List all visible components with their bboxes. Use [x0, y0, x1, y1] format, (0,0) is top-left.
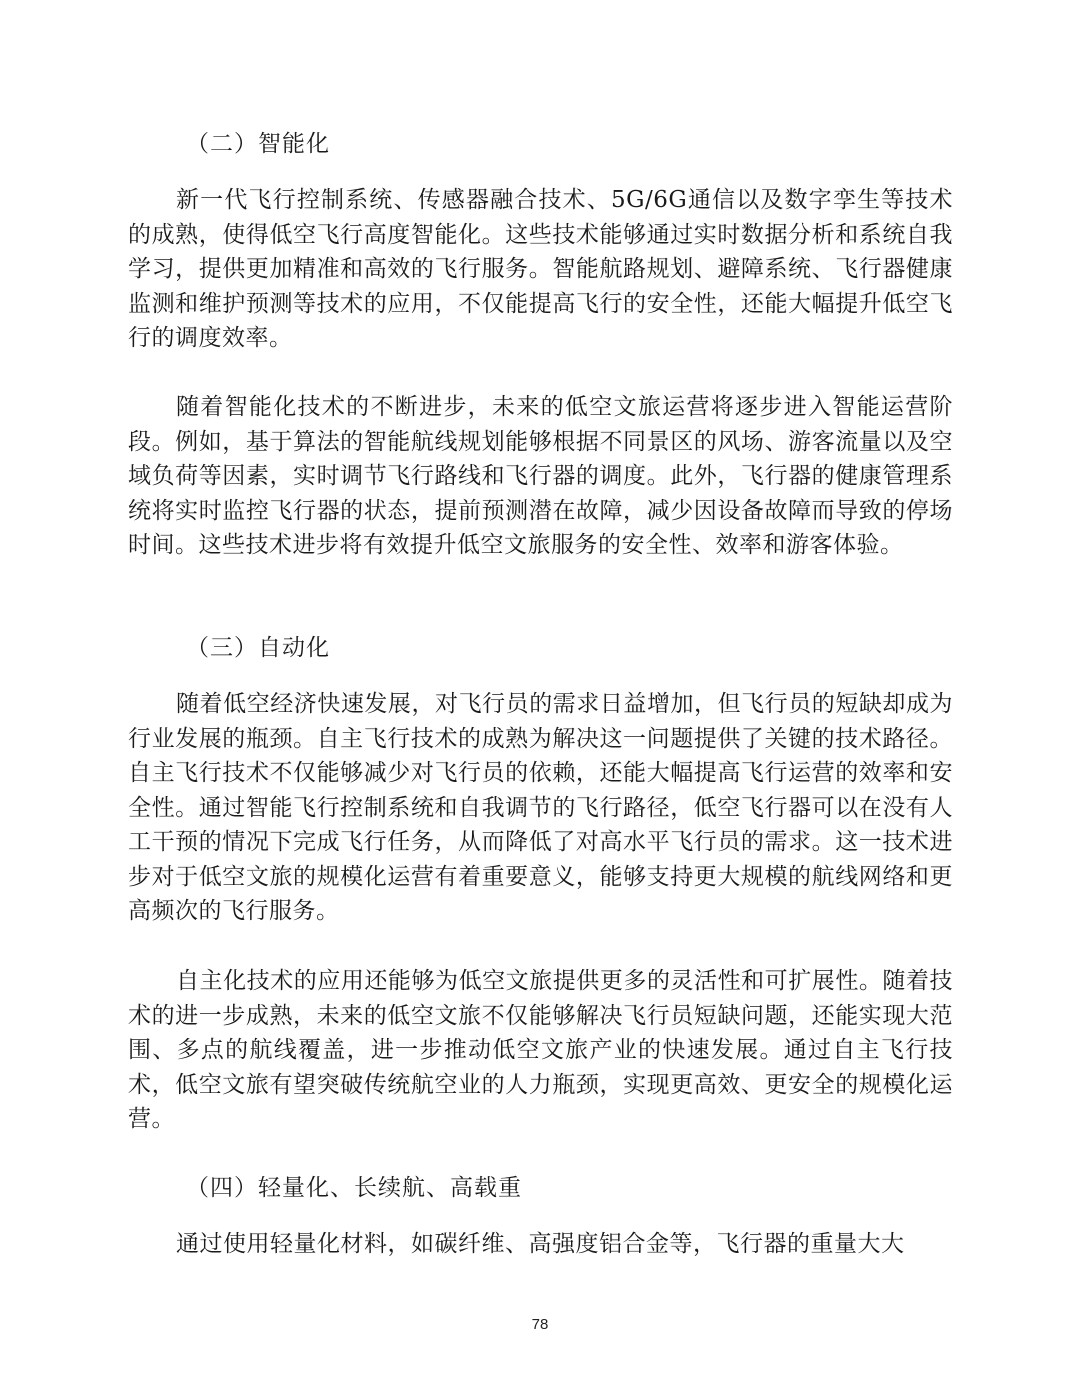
paragraph-intelligent-2: 随着智能化技术的不断进步，未来的低空文旅运营将逐步进入智能运营阶段。例如，基于算法的智能航线规划能够根据不同景区的风场、游客流量以及空域负荷等因素，实时调节飞行路线和飞行器的调度。此外，飞行器的健康管理系统将实时监控飞行器的状态，提前预测潜在故障，减少因设备故障而导致的停场时间。这些技术进步将有效提升低空文旅服务的安全性、效率和游客体验。 [128, 394, 953, 558]
section-heading-intelligent: （二）智能化 [186, 131, 330, 157]
section-heading-automation: （三）自动化 [186, 635, 330, 661]
paragraph-lightweight-1: 通过使用轻量化材料，如碳纤维、高强度铝合金等，飞行器的重量大大 [176, 1231, 905, 1257]
paragraph-intelligent-1: 新一代飞行控制系统、传感器融合技术、5G/6G通信以及数字孪生等技术的成熟，使得低空飞行高度智能化。这些技术能够通过实时数据分析和系统自我学习，提供更加精准和高效的飞行服务。智能航路规划、避障系统、飞行器健康监测和维护预测等技术的应用，不仅能提高飞行的安全性，还能大幅提升低空飞行的调度效率。 [128, 187, 953, 351]
paragraph-automation-1: 随着低空经济快速发展，对飞行员的需求日益增加，但飞行员的短缺却成为行业发展的瓶颈。自主飞行技术的成熟为解决这一问题提供了关键的技术路径。自主飞行技术不仅能够减少对飞行员的依赖，还能大幅提高飞行运营的效率和安全性。通过智能飞行控制系统和自我调节的飞行路径，低空飞行器可以在没有人工干预的情况下完成飞行任务，从而降低了对高水平飞行员的需求。这一技术进步对于低空文旅的规模化运营有着重要意义，能够支持更大规模的航线网络和更高频次的飞行服务。 [128, 691, 953, 924]
page-number: 78 [531, 1316, 549, 1333]
paragraph-automation-2: 自主化技术的应用还能够为低空文旅提供更多的灵活性和可扩展性。随着技术的进一步成熟，未来的低空文旅不仅能够解决飞行员短缺问题，还能实现大范围、多点的航线覆盖，进一步推动低空文旅产业的快速发展。通过自主飞行技术，低空文旅有望突破传统航空业的人力瓶颈，实现更高效、更安全的规模化运营。 [128, 968, 953, 1132]
section-heading-lightweight: （四）轻量化、长续航、高载重 [186, 1175, 522, 1201]
